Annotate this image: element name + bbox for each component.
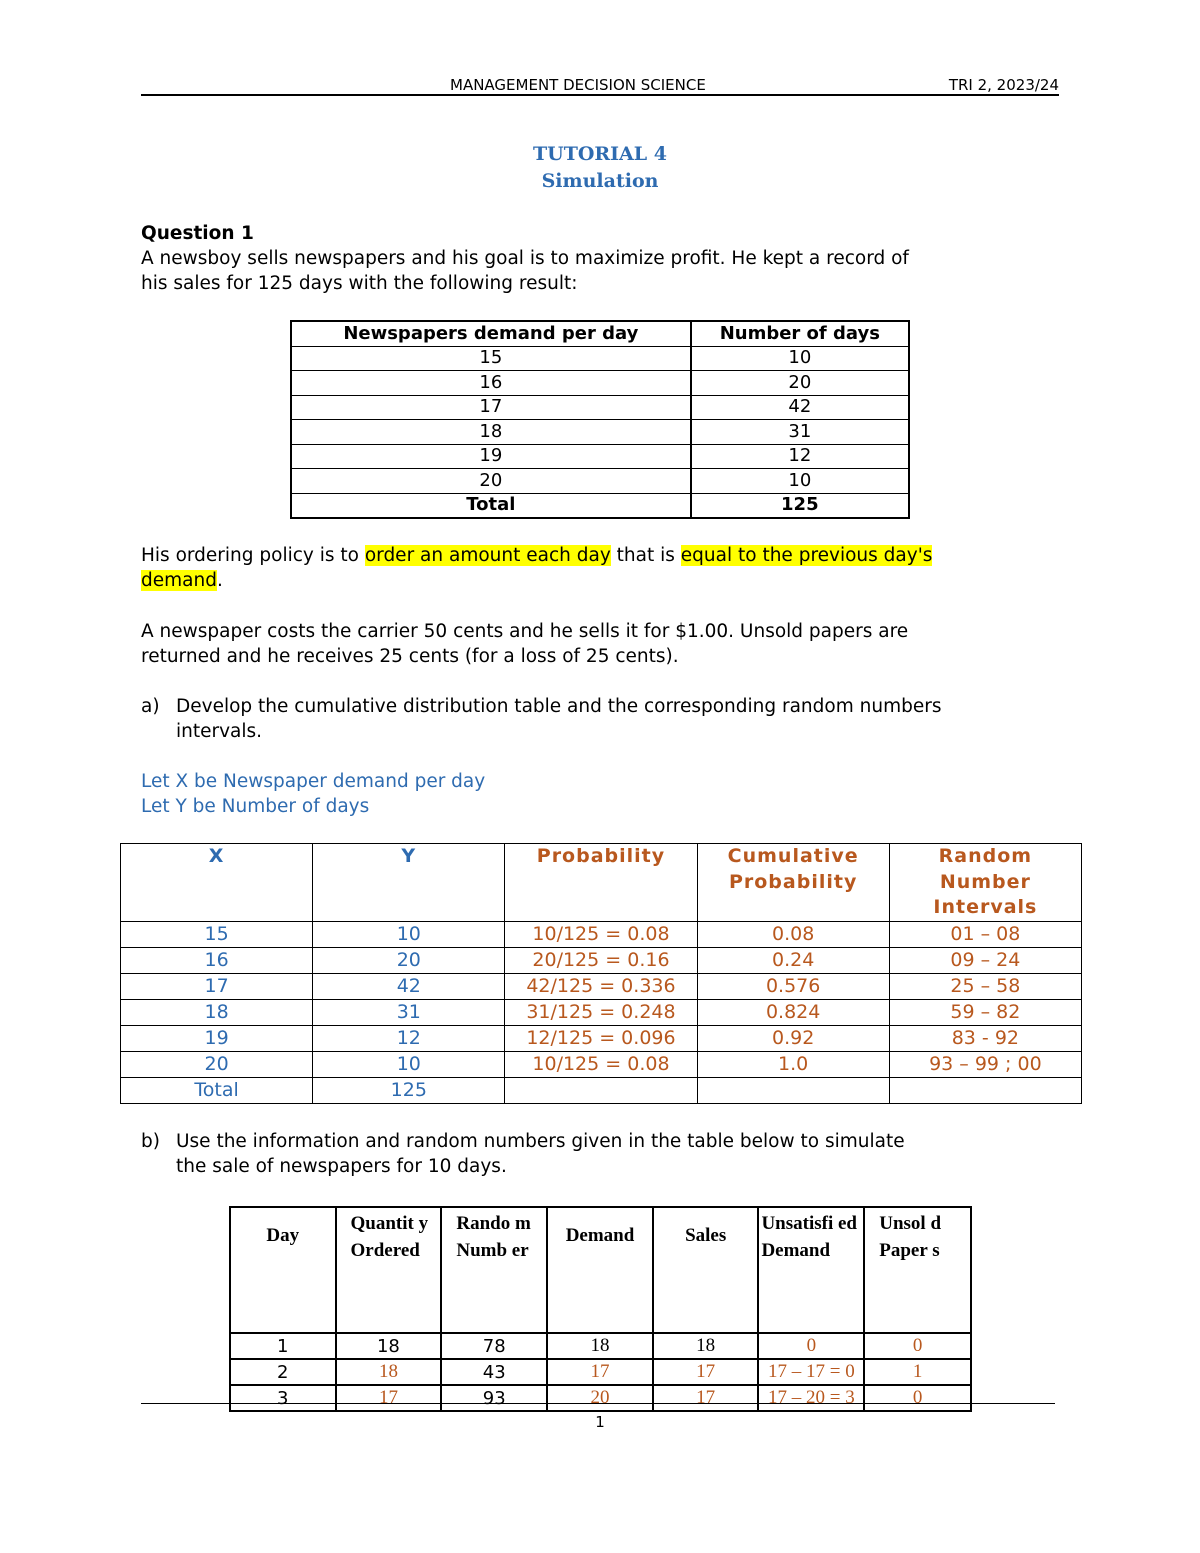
table3-header-sales: Sales (653, 1207, 759, 1333)
let-x: Let X be Newspaper demand per day (141, 771, 486, 792)
table2-cell: 19 (121, 1025, 313, 1051)
part-a-line2: intervals. (176, 721, 263, 742)
table2-cell: 59 – 82 (889, 999, 1081, 1025)
page-header (141, 74, 1059, 96)
table1-total-label: Total (291, 493, 691, 518)
part-b-label: b) (141, 1131, 160, 1152)
table1-cell: 10 (691, 346, 909, 371)
table2-cell: 15 (121, 921, 313, 947)
table1-total-row (291, 493, 909, 518)
demand-frequency-table (290, 320, 910, 519)
table2-cell: 31 (313, 999, 505, 1025)
table2-cell: 10 (313, 921, 505, 947)
table-row (291, 395, 909, 420)
table2-cell: 16 (121, 947, 313, 973)
tutorial-title: TUTORIAL 4 (532, 143, 667, 165)
table2-cell: 09 – 24 (889, 947, 1081, 973)
policy-highlight: equal to the previous day's (680, 545, 933, 566)
part-b-line1: Use the information and random numbers given in the table below to simulate (176, 1131, 905, 1152)
table1-header-demand: Newspapers demand per day (291, 321, 691, 346)
table3-header-unsold: Unsol d Paper s (864, 1207, 971, 1333)
table3-cell: 18 (653, 1333, 759, 1359)
table2-cell: 0.824 (697, 999, 889, 1025)
table2-cell (889, 1077, 1081, 1103)
table2-cell (505, 1077, 697, 1103)
policy-highlight: demand (141, 570, 217, 591)
table3-cell: 78 (441, 1333, 547, 1359)
page-number: 1 (595, 1413, 605, 1431)
table2-cell: 83 - 92 (889, 1025, 1081, 1051)
part-a-label: a) (141, 696, 160, 717)
table-row (230, 1385, 971, 1411)
table3-header-unsatisfied: Unsatisfi ed Demand (758, 1207, 864, 1333)
let-y: Let Y be Number of days (141, 796, 370, 817)
part-a-line1: Develop the cumulative distribution table and the corresponding random numbers (176, 696, 942, 717)
term-label: TRI 2, 2023/24 (948, 76, 1059, 94)
table1-total-value: 125 (691, 493, 909, 518)
table2-cell: 42/125 = 0.336 (505, 973, 697, 999)
table-row (291, 371, 909, 396)
table1-cell: 18 (291, 420, 691, 445)
table3-cell: 2 (230, 1359, 336, 1385)
table2-cell: 0.24 (697, 947, 889, 973)
part-b-line2: the sale of newspapers for 10 days. (176, 1156, 507, 1177)
table2-cell: 0.08 (697, 921, 889, 947)
question-intro-line1: A newsboy sells newspapers and his goal is to maximize profit. He kept a record of (141, 248, 909, 269)
table2-total-label: Total (121, 1077, 313, 1103)
policy-highlight: order an amount each day (364, 545, 611, 566)
policy-text: His ordering policy is to (141, 545, 365, 566)
table2-cell: 1.0 (697, 1051, 889, 1077)
table3-cell: 18 (547, 1333, 653, 1359)
policy-text: that is (610, 545, 681, 566)
table2-cell: 25 – 58 (889, 973, 1081, 999)
table2-header-intervals: Random Number Intervals (889, 844, 1081, 922)
simulation-table (229, 1206, 972, 1412)
table3-cell: 0 (864, 1385, 971, 1411)
table3-header-quantity: Quantit y Ordered (336, 1207, 442, 1333)
table2-cell: 20 (313, 947, 505, 973)
table2-header-y: Y (313, 844, 505, 922)
table2-cell: 31/125 = 0.248 (505, 999, 697, 1025)
table3-cell: 17 – 17 = 0 (758, 1359, 864, 1385)
table-row (121, 947, 1082, 973)
table1-cell: 16 (291, 371, 691, 396)
table2-cell: 10 (313, 1051, 505, 1077)
policy-line2 (141, 568, 223, 593)
table2-cell: 12/125 = 0.096 (505, 1025, 697, 1051)
table3-cell: 17 (547, 1359, 653, 1385)
table-row (291, 346, 909, 371)
table2-cell: 12 (313, 1025, 505, 1051)
table3-cell: 1 (230, 1333, 336, 1359)
table2-header-x: X (121, 844, 313, 922)
table2-cell: 93 – 99 ; 00 (889, 1051, 1081, 1077)
table2-cell: 18 (121, 999, 313, 1025)
table2-cell: 20/125 = 0.16 (505, 947, 697, 973)
table1-cell: 17 (291, 395, 691, 420)
footer-divider (141, 1403, 1055, 1404)
table2-cell: 17 (121, 973, 313, 999)
policy-text: . (216, 570, 223, 591)
table3-header-demand: Demand (547, 1207, 653, 1333)
cumulative-distribution-table (120, 843, 1082, 1104)
table-row (121, 921, 1082, 947)
table2-cell: 10/125 = 0.08 (505, 921, 697, 947)
table3-cell: 3 (230, 1385, 336, 1411)
table3-cell: 93 (441, 1385, 547, 1411)
tutorial-subtitle: Simulation (541, 170, 659, 192)
question-heading: Question 1 (141, 223, 254, 244)
table1-cell: 10 (691, 469, 909, 494)
table2-cell: 0.576 (697, 973, 889, 999)
table3-cell: 20 (547, 1385, 653, 1411)
table-row (121, 999, 1082, 1025)
table3-cell: 18 (336, 1359, 442, 1385)
table3-header-random: Rando m Numb er (441, 1207, 547, 1333)
cost-line2: returned and he receives 25 cents (for a loss of 25 cents). (141, 646, 679, 667)
table2-cell: 01 – 08 (889, 921, 1081, 947)
table2-cell: 42 (313, 973, 505, 999)
cost-line1: A newspaper costs the carrier 50 cents and he sells it for $1.00. Unsold papers are (141, 621, 909, 642)
table-row (291, 469, 909, 494)
table-row (230, 1333, 971, 1359)
policy-line1 (141, 543, 932, 568)
table-row (121, 1025, 1082, 1051)
question-intro-line2: his sales for 125 days with the following result: (141, 273, 578, 294)
table-row (291, 420, 909, 445)
table3-cell: 18 (336, 1333, 442, 1359)
table-row (121, 1051, 1082, 1077)
table3-cell: 1 (864, 1359, 971, 1385)
table2-total-row (121, 1077, 1082, 1103)
table3-cell: 17 (653, 1359, 759, 1385)
table2-header-cumulative: Cumulative Probability (697, 844, 889, 922)
table1-cell: 31 (691, 420, 909, 445)
table2-total-value: 125 (313, 1077, 505, 1103)
table-row (121, 973, 1082, 999)
table1-cell: 20 (291, 469, 691, 494)
table2-cell: 0.92 (697, 1025, 889, 1051)
table3-header-day: Day (230, 1207, 336, 1333)
table2-header-probability: Probability (505, 844, 697, 922)
table-row (291, 444, 909, 469)
table1-cell: 19 (291, 444, 691, 469)
table3-cell: 0 (758, 1333, 864, 1359)
table3-cell: 17 – 20 = 3 (758, 1385, 864, 1411)
table1-cell: 12 (691, 444, 909, 469)
table1-header-days: Number of days (691, 321, 909, 346)
course-title: MANAGEMENT DECISION SCIENCE (450, 76, 706, 94)
table3-cell: 0 (864, 1333, 971, 1359)
table3-cell: 43 (441, 1359, 547, 1385)
table1-cell: 20 (691, 371, 909, 396)
table2-cell (697, 1077, 889, 1103)
table3-cell: 17 (336, 1385, 442, 1411)
table1-cell: 42 (691, 395, 909, 420)
table2-cell: 20 (121, 1051, 313, 1077)
table3-cell: 17 (653, 1385, 759, 1411)
table1-cell: 15 (291, 346, 691, 371)
table2-cell: 10/125 = 0.08 (505, 1051, 697, 1077)
table-row (230, 1359, 971, 1385)
